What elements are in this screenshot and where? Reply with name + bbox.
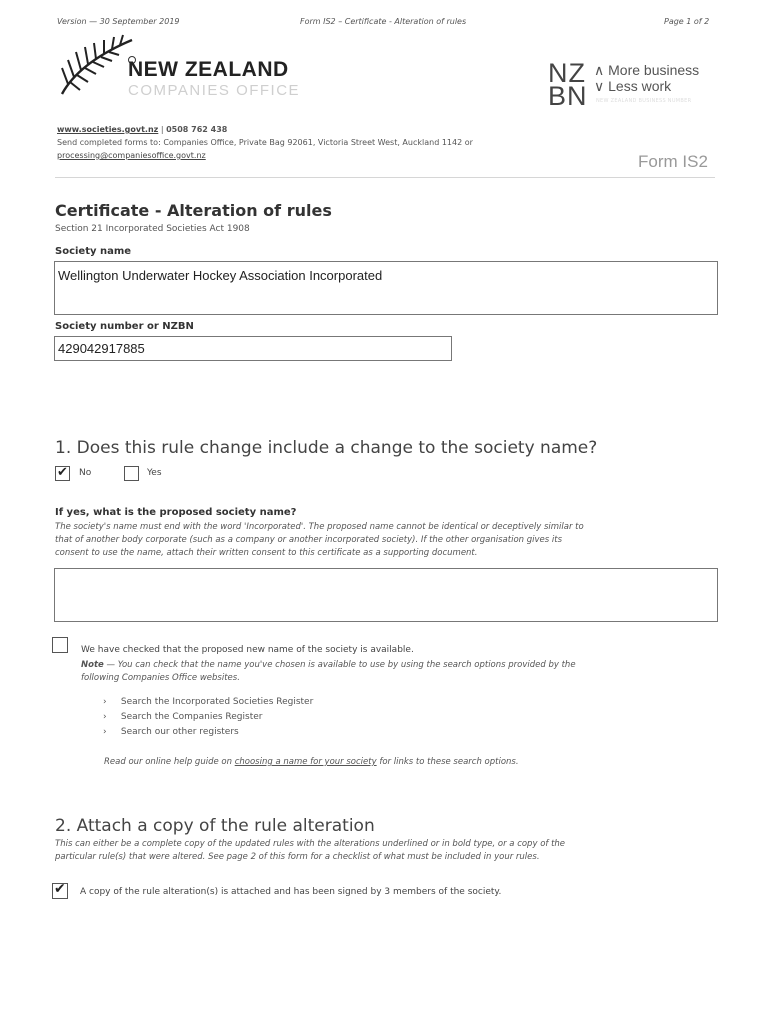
society-name-field[interactable] [54,261,718,315]
version-label: Version — 30 September 2019 [57,17,180,26]
nzbn-small-tagline: NEW ZEALAND BUSINESS NUMBER [596,98,692,104]
chevron-right-icon: › [103,712,107,722]
nzbn-mark-top: NZ [548,58,586,88]
form-id: Form IS2 [638,152,708,171]
note-line [81,659,576,672]
link-item-societies[interactable]: › Search the Incorporated Societies Register [103,697,314,707]
society-number-label: Society number or NZBN [55,321,194,332]
phone-number: 0508 762 438 [166,125,228,134]
proposed-name-label: If yes, what is the proposed society name? [55,507,297,518]
email-link[interactable]: processing@companiesoffice.govt.nz [57,151,206,160]
society-number-field[interactable] [54,336,452,361]
header-divider [55,177,715,178]
help-guide-line: Read our online help guide on choosing a name for your society for links to these search options. [104,757,519,767]
note-label: Note [81,660,104,670]
note-line-2: following Companies Office websites. [81,673,240,683]
nzbn-mark-bottom: BN [548,81,588,111]
no-checkbox[interactable] [55,466,70,481]
question-1-heading: 1. Does this rule change include a change to the society name? [55,438,598,458]
proposed-name-help-2: that of another body corporate (such as a company or another incorporated society). If the other organisation gives its [55,535,563,545]
society-name-value: Wellington Underwater Hockey Association Incorporated [58,268,383,283]
society-name-label: Society name [55,246,132,257]
chevron-right-icon: › [103,727,107,737]
tagline-less-work: ∨ Less work [594,78,672,94]
send-instructions: Send completed forms to: Companies Office, Private Bag 92061, Victoria Street West, Auckland 1142 or [57,138,473,147]
no-label: No [79,468,92,478]
page-title: Certificate - Alteration of rules [55,201,332,220]
checkmark-icon: ✔ [54,881,66,897]
name-available-text: We have checked that the proposed new name of the society is available. [81,645,414,655]
note-text: — You can check that the name you've chosen is available to use by using the search options provided by the [106,660,576,670]
yes-label: Yes [147,468,162,478]
link-item-companies[interactable]: › Search the Companies Register [103,712,263,722]
logo-title: NEW ZEALAND [128,58,289,81]
attachment-checkbox[interactable] [52,883,68,899]
silver-fern-logo-icon [54,32,136,100]
proposed-name-field[interactable] [54,568,718,622]
chevron-right-icon: › [103,697,107,707]
yes-checkbox[interactable] [124,466,139,481]
question-2-help-2: particular rule(s) that were altered. See page 2 of this form for a checklist of what must be included in your rules. [55,852,540,862]
checkmark-icon: ✔ [57,465,68,480]
help-guide-link[interactable]: choosing a name for your society [234,757,377,767]
act-section: Section 21 Incorporated Societies Act 1908 [55,224,250,234]
tagline-more-business: ∧ More business [594,62,700,78]
form-reference: Form IS2 – Certificate - Alteration of rules [300,17,467,26]
link-item-other[interactable]: › Search our other registers [103,727,239,737]
proposed-name-help-3: consent to use the name, attach their written consent to this certificate as a supporting document. [55,548,478,558]
question-2-heading: 2. Attach a copy of the rule alteration [55,816,375,836]
contact-line: www.societies.govt.nz | 0508 762 438 [57,125,228,134]
attachment-text: A copy of the rule alteration(s) is attached and has been signed by 3 members of the society. [80,887,502,897]
question-2-help-1: This can either be a complete copy of the updated rules with the alterations underlined or in bold type, or a copy of the [55,839,566,849]
page-number: Page 1 of 2 [664,17,710,26]
name-available-checkbox[interactable] [52,637,68,653]
caret-up-icon: ∧ [594,62,605,78]
logo-subtitle: COMPANIES OFFICE [128,82,301,99]
caret-down-icon: ∨ [594,78,605,94]
website-link[interactable]: www.societies.govt.nz [57,125,159,134]
proposed-name-help-1: The society's name must end with the word 'Incorporated'. The proposed name cannot be identical or deceptively similar to [55,522,584,532]
society-number-value: 429042917885 [58,341,145,356]
